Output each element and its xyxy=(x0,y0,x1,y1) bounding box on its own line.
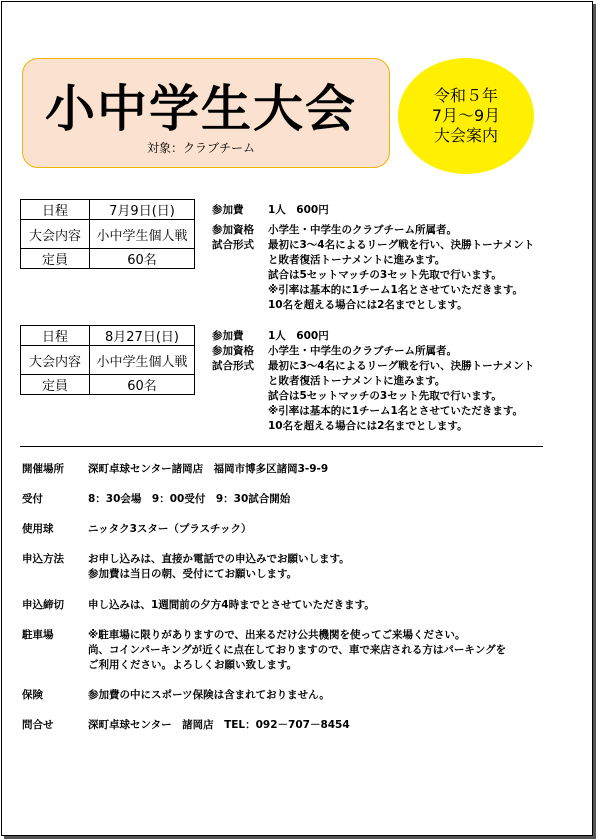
capacity-label: 定員 xyxy=(21,249,90,269)
format-line: ※引率は基本的に1チーム1名とさせていただきます。 xyxy=(268,405,523,417)
content-label: 大会内容 xyxy=(21,220,90,249)
content-value: 小中学生個人戦 xyxy=(90,220,195,249)
schedule-value: 7月9日(日) xyxy=(90,200,195,220)
detail-deadline xyxy=(22,598,375,613)
event-2-info xyxy=(212,329,534,434)
format-line: 10名を超える場合には2名までとします。 xyxy=(268,420,468,432)
event-1-info xyxy=(212,203,534,313)
format-line: 最初に3～4名によるリーグ戦を行い、決勝トーナメント xyxy=(268,360,535,372)
detail-label: 申込方法 xyxy=(22,553,64,565)
content-label: 大会内容 xyxy=(21,346,90,375)
format-line: 試合は5セットマッチの3セット先取で行います。 xyxy=(268,269,502,281)
schedule-label: 日程 xyxy=(21,326,90,346)
badge-line-months: 7月～9月 xyxy=(431,106,501,125)
page-title: 小中学生大会 xyxy=(45,80,357,138)
detail-value: 深町卓球センター諸岡店 福岡市博多区諸岡3-9-9 xyxy=(88,463,329,475)
detail-label: 駐車場 xyxy=(22,629,54,641)
capacity-label: 定員 xyxy=(21,375,90,395)
format-line: 最初に3～4名によるリーグ戦を行い、決勝トーナメント xyxy=(268,239,535,251)
detail-label: 保険 xyxy=(22,689,43,701)
detail-contact xyxy=(22,718,350,733)
fee-value: 1人 600円 xyxy=(268,204,329,216)
badge-line-guide: 大会案内 xyxy=(433,126,498,145)
format-line: と敗者復活トーナメントに進みます。 xyxy=(268,254,446,266)
document-page xyxy=(1,1,593,836)
detail-value: 尚、コインパーキングが近くに点在しておりますので、車で来店される方はパーキングを xyxy=(88,644,507,656)
fee-value: 1人 600円 xyxy=(268,330,329,342)
detail-value: 深町卓球センター 諸岡店 TEL：092－707－8454 xyxy=(88,719,350,731)
detail-insurance xyxy=(22,688,330,703)
section-divider xyxy=(20,446,543,447)
format-line: ※引率は基本的に1チーム1名とさせていただきます。 xyxy=(268,284,523,296)
eligibility-label: 参加資格 xyxy=(212,224,254,236)
capacity-value: 60名 xyxy=(90,249,195,269)
fee-label: 参加費 xyxy=(212,204,244,216)
eligibility-value: 小学生・中学生のクラブチーム所属者。 xyxy=(268,224,457,236)
detail-label: 問合せ xyxy=(22,719,54,731)
detail-value: 8：30会場 9：00受付 9：30試合開始 xyxy=(88,493,291,505)
period-badge xyxy=(398,58,534,174)
detail-label: 受付 xyxy=(22,493,43,505)
eligibility-value: 小学生・中学生のクラブチーム所属者。 xyxy=(268,345,457,357)
detail-value: 参加費は当日の朝、受付にてお願いします。 xyxy=(88,568,298,580)
format-line: 試合は5セットマッチの3セット先取で行います。 xyxy=(268,390,502,402)
detail-value: 参加費の中にスポーツ保険は含まれておりません。 xyxy=(88,689,330,701)
detail-value: ※駐車場に限りがありますので、出来るだけ公共機関を使ってご来場ください。 xyxy=(88,629,466,641)
detail-ball xyxy=(22,522,252,537)
badge-line-era: 令和５年 xyxy=(433,86,498,105)
format-line: と敗者復活トーナメントに進みます。 xyxy=(268,375,446,387)
eligibility-label: 参加資格 xyxy=(212,345,254,357)
detail-value: ニッタク3スター（プラスチック） xyxy=(88,523,252,535)
detail-reception xyxy=(22,492,290,507)
detail-value: お申し込みは、直接か電話での申込みでお願いします。 xyxy=(88,553,350,565)
detail-label: 申込締切 xyxy=(22,599,64,611)
detail-venue xyxy=(22,462,328,477)
event-1-table xyxy=(20,199,195,269)
detail-label: 開催場所 xyxy=(22,463,64,475)
detail-value: 申し込みは、1週間前の夕方4時までとさせていただきます。 xyxy=(88,599,375,611)
content-value: 小中学生個人戦 xyxy=(90,346,195,375)
detail-parking xyxy=(22,628,506,673)
detail-application xyxy=(22,552,350,582)
target-audience: 対象：クラブチーム xyxy=(147,141,256,155)
title-banner xyxy=(22,58,390,168)
detail-label: 使用球 xyxy=(22,523,54,535)
event-2-table xyxy=(20,325,195,395)
format-line: 10名を超える場合には2名までとします。 xyxy=(268,299,468,311)
format-label: 試合形式 xyxy=(212,239,254,251)
format-label: 試合形式 xyxy=(212,360,254,372)
schedule-label: 日程 xyxy=(21,200,90,220)
fee-label: 参加費 xyxy=(212,330,244,342)
capacity-value: 60名 xyxy=(90,375,195,395)
detail-value: ご利用ください。よろしくお願い致します。 xyxy=(88,659,298,671)
schedule-value: 8月27日(日) xyxy=(90,326,195,346)
